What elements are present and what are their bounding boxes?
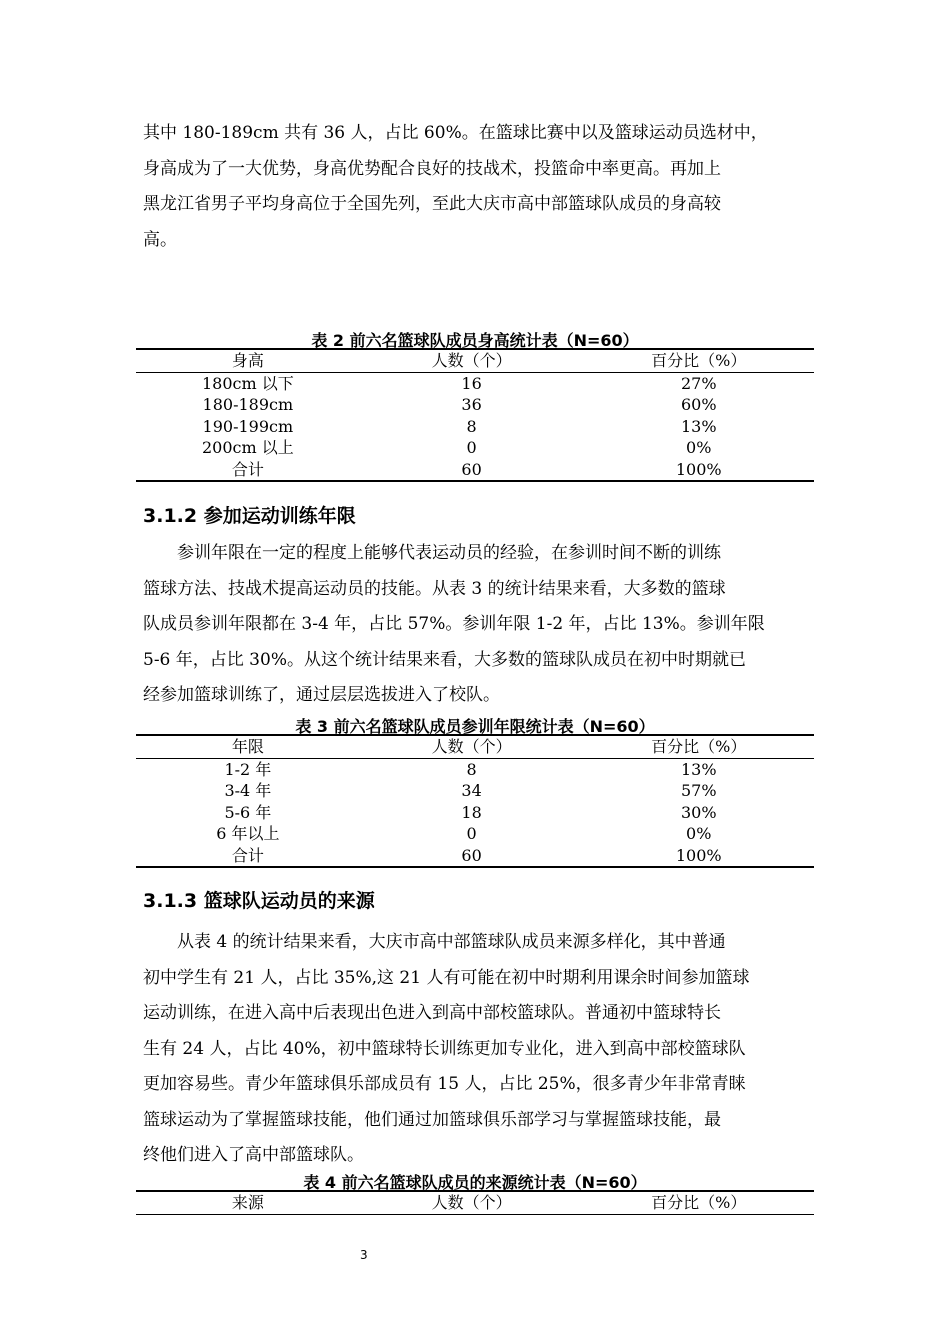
table-header-row (136, 1191, 814, 1214)
table2-caption: 表 2 前六名篮球队成员身高统计表（N=60） (311, 331, 639, 350)
table-header-cell: 人数（个） (360, 735, 584, 758)
table-row (136, 459, 814, 482)
paragraph-line: 生有 24 人，占比 40%，初中篮球特长训练更加专业化，进入到高中部校篮球队 (143, 1038, 746, 1059)
table-cell: 60 (461, 459, 482, 479)
page-number: 3 (360, 1248, 368, 1262)
table-cell: 8 (466, 759, 477, 779)
table4 (136, 1190, 814, 1215)
section-heading: 3.1.3 篮球队运动员的来源 (143, 890, 375, 912)
table-cell: 100% (675, 459, 722, 479)
table-cell: 30% (680, 802, 717, 822)
intro-paragraph (143, 116, 813, 258)
table-row (136, 372, 814, 394)
table-row (136, 394, 814, 416)
table-cell: 34 (461, 781, 482, 800)
paragraph-line: 篮球运动为了掌握篮球技能，他们通过加篮球俱乐部学习与掌握篮球技能，最 (143, 1109, 721, 1130)
paragraph-line: 终他们进入了高中部篮球队。 (143, 1145, 364, 1165)
paragraph-line: 高。 (143, 229, 177, 250)
paragraph-line: 从表 4 的统计结果来看，大庆市高中部篮球队成员来源多样化，其中普通 (143, 932, 726, 952)
table-row (136, 780, 814, 802)
table-row (136, 758, 814, 780)
section313-paragraph (143, 925, 813, 1174)
table-row (136, 802, 814, 824)
table-cell: 3-4 年 (224, 781, 272, 800)
table-cell: 57% (680, 781, 717, 800)
table-cell: 8 (466, 416, 477, 436)
paragraph-line: 初中学生有 21 人，占比 35%,这 21 人有可能在初中时期利用课余时间参加篮球 (143, 967, 750, 988)
table-cell: 合计 (231, 459, 264, 479)
table-header-cell: 身高 (136, 349, 360, 372)
table2 (136, 348, 814, 482)
table-cell: 1-2 年 (224, 759, 272, 779)
paragraph-line: 更加容易些。青少年篮球俱乐部成员有 15 人，占比 25%，很多青少年非常青睐 (143, 1074, 746, 1094)
table-row (136, 823, 814, 845)
table-cell: 6 年以上 (216, 824, 280, 843)
table-cell: 0 (466, 438, 477, 457)
table3 (136, 734, 814, 868)
table-cell: 0% (686, 824, 712, 843)
table-header-cell: 百分比（%） (583, 349, 814, 372)
table-cell: 100% (675, 845, 722, 865)
section312-paragraph (143, 536, 813, 714)
table-cell: 180cm 以下 (201, 373, 294, 393)
table-cell: 13% (680, 416, 717, 436)
table-cell: 0% (686, 438, 712, 457)
table-header-cell: 百分比（%） (583, 735, 814, 758)
table-header-row (136, 735, 814, 758)
table-cell: 5-6 年 (224, 802, 272, 822)
paragraph-line: 其中 180-189cm 共有 36 人，占比 60%。在篮球比赛中以及篮球运动员选材中， (143, 123, 768, 143)
section-heading: 3.1.2 参加运动训练年限 (143, 505, 356, 527)
table-cell: 190-199cm (202, 416, 294, 436)
paragraph-line: 黑龙江省男子平均身高位于全国先列，至此大庆市高中部篮球队成员的身高较 (143, 194, 721, 214)
table-cell: 0 (466, 824, 477, 843)
table-cell: 13% (680, 759, 717, 779)
table-cell: 16 (461, 373, 482, 393)
paragraph-line: 参训年限在一定的程度上能够代表运动员的经验，在参训时间不断的训练 (143, 543, 721, 563)
table-cell: 200cm 以上 (201, 438, 294, 457)
table-row (136, 437, 814, 459)
table-cell: 60% (680, 395, 717, 414)
table-header-cell: 人数（个） (360, 349, 584, 372)
paragraph-line: 篮球方法、技战术提高运动员的技能。从表 3 的统计结果来看，大多数的篮球 (143, 578, 726, 599)
paragraph-line: 运动训练，在进入高中后表现出色进入到高中部校篮球队。普通初中篮球特长 (143, 1003, 721, 1023)
paragraph-line: 身高成为了一大优势，身高优势配合良好的技战术，投篮命中率更高。再加上 (143, 158, 721, 179)
table-cell: 60 (461, 845, 482, 865)
table-row (136, 845, 814, 868)
paragraph-line: 经参加篮球训练了，通过层层选拔进入了校队。 (143, 685, 500, 705)
table-header-cell: 来源 (136, 1191, 360, 1214)
table-cell: 27% (680, 373, 717, 393)
table-header-cell: 百分比（%） (583, 1191, 814, 1214)
table4-caption: 表 4 前六名篮球队成员的来源统计表（N=60） (303, 1173, 647, 1192)
table-cell: 合计 (231, 845, 264, 865)
table3-caption: 表 3 前六名篮球队成员参训年限统计表（N=60） (295, 717, 655, 736)
paragraph-line: 5-6 年，占比 30%。从这个统计结果来看，大多数的篮球队成员在初中时期就已 (143, 649, 746, 670)
table-header-cell: 年限 (136, 735, 360, 758)
table-cell: 36 (461, 395, 482, 414)
table-cell: 18 (461, 802, 482, 822)
table-cell: 180-189cm (202, 395, 294, 414)
table-header-cell: 人数（个） (360, 1191, 584, 1214)
paragraph-line: 队成员参训年限都在 3-4 年，占比 57%。参训年限 1-2 年，占比 13%。参训年限 (143, 614, 765, 634)
table-row (136, 416, 814, 438)
table-header-row (136, 349, 814, 372)
